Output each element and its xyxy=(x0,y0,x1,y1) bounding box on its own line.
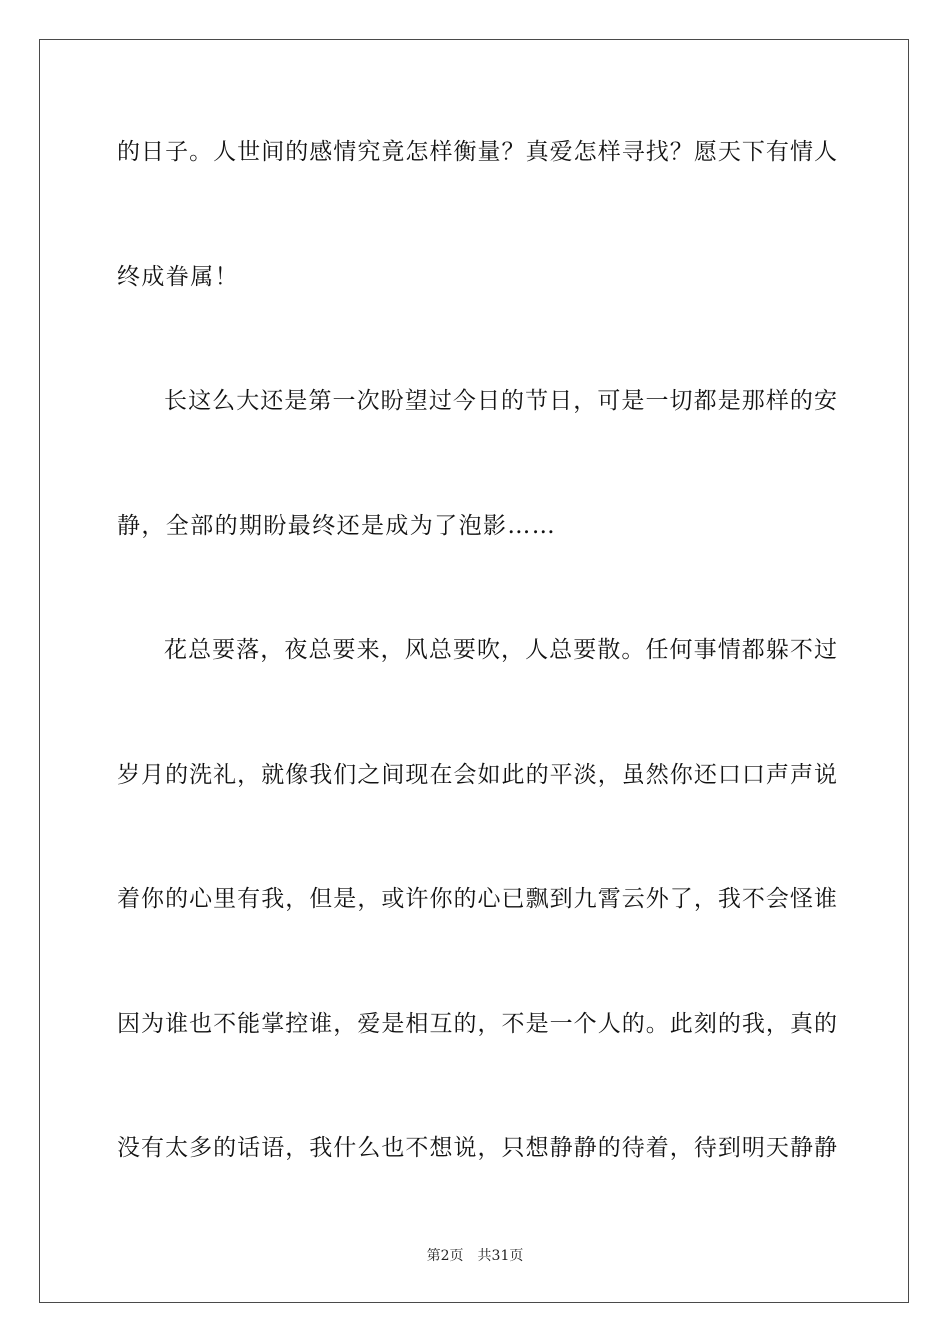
body-text-line: 的日子。人世间的感情究竟怎样衡量？真爱怎样寻找？愿天下有情人 xyxy=(117,139,837,165)
page-total: 共31页 xyxy=(477,1248,524,1264)
body-text-line: 终成眷属！ xyxy=(117,264,239,290)
body-text-line: 花总要落，夜总要来，风总要吹，人总要散。任何事情都躲不过 xyxy=(164,637,837,663)
body-text-line: 长这么大还是第一次盼望过今日的节日，可是一切都是那样的安 xyxy=(164,388,837,414)
body-text-line: 因为谁也不能掌控谁，爱是相互的，不是一个人的。此刻的我，真的 xyxy=(117,1011,837,1037)
body-text-line: 静，全部的期盼最终还是成为了泡影…… xyxy=(117,513,557,539)
page-number: 第2页 xyxy=(426,1248,464,1264)
body-text-line: 没有太多的话语，我什么也不想说，只想静静的待着，待到明天静静 xyxy=(117,1135,837,1161)
body-text-line: 岁月的洗礼，就像我们之间现在会如此的平淡，虽然你还口口声声说 xyxy=(117,762,837,788)
page-footer xyxy=(0,1245,950,1265)
page-border xyxy=(39,39,909,1303)
body-text-line: 着你的心里有我，但是，或许你的心已飘到九霄云外了，我不会怪谁 xyxy=(117,886,837,912)
